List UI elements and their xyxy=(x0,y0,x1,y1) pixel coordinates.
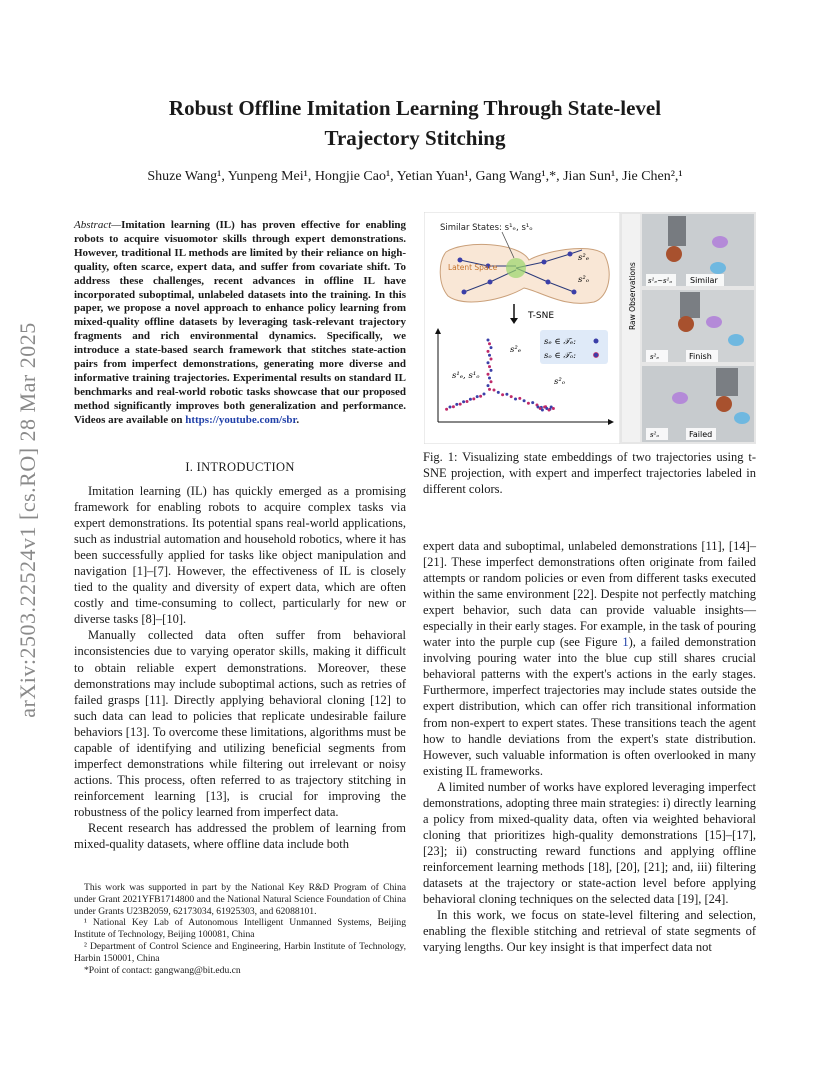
scatter-point xyxy=(490,358,493,361)
footnote-affil-2: ² Department of Control Science and Engineering, Harbin Institute of Technology, Harbin 150001, China xyxy=(74,940,406,964)
purple-cup-icon xyxy=(672,392,688,404)
blue-cup-icon xyxy=(710,262,726,274)
abstract-tail: . xyxy=(296,413,300,426)
blue-cup-icon xyxy=(728,334,744,346)
scatter-point xyxy=(523,399,526,402)
similar-states-label: Similar States: s¹ₑ, s¹ₒ xyxy=(440,223,533,233)
abstract-body: Imitation learning (IL) has proven effective for enabling robots to acquire visuomotor skills through expert demonstrations. However, traditional IL methods are limited by their reliance on high-quality, often scarce, expert data, and suffer from covariate shift. To address these challenges, recent advances in offline IL have incorporated suboptimal, unlabeled datasets into the training. In this paper, we propose a novel approach to enhance policy learning from mixed-quality offline datasets by leveraging task-relevant trajectory fragments and rich environmental dynamics. Specifically, we introduce a state-based search framework that stitches state-action pairs from imperfect demonstrations, generating more diverse and informative training trajectories. Experimental results on standard IL benchmarks and real-world robotic tasks showcase that our proposed method significantly improves both generalization and performance. Videos are available on xyxy=(74,219,406,426)
scatter-point xyxy=(490,369,493,372)
scatter-point xyxy=(472,397,475,400)
scatter-point xyxy=(552,407,555,410)
scatter-point xyxy=(514,398,517,401)
similar-state-node xyxy=(506,258,526,278)
panel-tag-failed: s²ₒ xyxy=(650,431,660,439)
right-column xyxy=(423,538,756,955)
paper-title xyxy=(100,93,730,153)
footnote-contact: *Point of contact: gangwang@bit.edu.cn xyxy=(84,964,241,976)
arxiv-stamp xyxy=(16,280,40,760)
teapot-icon xyxy=(678,316,694,332)
label-so2-top: s²ₒ xyxy=(578,275,590,285)
scatter-point xyxy=(490,346,493,349)
title-line-2: Trajectory Stitching xyxy=(324,126,506,150)
paragraph: In this work, we focus on state-level filtering and selection, enabling the flexible stitching and retrieval of state segments of varying lengths. Our key insight is that imperfect data not xyxy=(423,908,756,955)
scatter-point xyxy=(548,409,551,412)
label-s1: s¹ₑ, s¹ₒ xyxy=(452,371,480,381)
scatter-point xyxy=(497,391,500,394)
paragraph: Recent research has addressed the problem of learning from mixed-quality datasets, where offline data include both xyxy=(74,820,406,852)
paragraph xyxy=(423,538,756,779)
scatter-point xyxy=(483,393,486,396)
scatter-point xyxy=(459,403,462,406)
purple-cup-icon xyxy=(706,316,722,328)
paragraph: A limited number of works have explored leveraging imperfect demonstrations, adopting three main strategies: i) directly learning a policy from mixed-quality data, often via weighted behavioral cloning that prioritizes high-quality demonstrations [15]–[17], [23]; ii) constructing reward functions and applying offline reinforcement learning methods [18], [20], [21]; and, iii) filtering datasets at the trajectory or state-action level before applying behavioral cloning techniques on the selected data [19], [24]. xyxy=(423,779,756,907)
legend-expert: sₑ ∈ 𝒯ₑ: xyxy=(544,337,577,347)
panel-tag-finish: s²ₑ xyxy=(650,353,660,361)
scatter-point xyxy=(449,406,452,409)
scatter-point xyxy=(488,377,491,380)
figure-reference-link[interactable]: 1 xyxy=(622,635,629,650)
section-heading: I. INTRODUCTION xyxy=(185,460,295,474)
scatter-point xyxy=(527,402,530,405)
panel-label-failed: Failed xyxy=(689,430,713,439)
footnotes xyxy=(74,882,406,976)
scatter-point xyxy=(487,350,490,353)
figure-left-frame xyxy=(424,212,620,444)
footnote-funding: This work was supported in part by the National Key R&D Program of China under Grant 2021YFB1714800 and the National Natural Science Foundation of China under Grants U23B2059, 62173034, 61925303, and 62088101. xyxy=(74,882,406,917)
scatter-point xyxy=(541,409,544,412)
scatter-point xyxy=(505,393,508,396)
scatter-point xyxy=(476,395,479,398)
teapot-icon xyxy=(666,246,682,262)
robot-arm-icon xyxy=(668,216,686,246)
paragraph: Manually collected data often suffer from behavioral inconsistencies due to varying operator skills, making it difficult to obtain reliable expert demonstrations. Moreover, these demonstrations may include suboptimal actions, such as retries of failed grasps [11]. Directly applying behavioral cloning [12] to such data can lead to policies that replicate undesirable failure behaviors [13]. To overcome these limitations, algorithms must be capable of identifying and utilizing beneficial segments from imperfect demonstrations while filtering out irrelevant or noisy actions. This process, often referred to as trajectory stitching in reinforcement learning [13], is crucial for improving the robustness of the policy learned from imperfect data. xyxy=(74,628,406,819)
label-se2-top: s²ₑ xyxy=(578,253,590,263)
paragraph: Imitation learning (IL) has quickly emerged as a promising framework for enabling robots to acquire complex tasks via expert demonstrations. Its potential spans real-world applications, such as industrial automation and household robotics, where it has been successfully applied for tasks like object manipulation and navigation [1]–[7]. However, the effectiveness of IL is closely tied to the quality and diversity of expert data, which are often costly and time-consuming to collect, particularly for new or diverse tasks [8]–[10]. xyxy=(74,484,406,627)
scatter-point xyxy=(479,395,482,398)
scatter-point xyxy=(493,389,496,392)
figure-1 xyxy=(424,212,756,444)
scatter-point xyxy=(501,393,504,396)
legend-imperfect-dot xyxy=(594,353,599,358)
scatter-point xyxy=(469,398,472,401)
legend-expert-dot xyxy=(594,339,599,344)
scatter-point xyxy=(452,405,455,408)
paragraph-part: ), a failed demonstration involving pouring water into the blue cup still shares crucial behavioral patterns with the expert's actions in the early stages. Furthermore, imperfect trajectories may include states outside the expert distribution, which can offer rich transitional information from non-expert to expert states. These transitions teach the agent how to handle deviations from the expert's state distribution. However, such valuable information is often overlooked in many existing IL frameworks. xyxy=(423,635,756,778)
author-list: Shuze Wang¹, Yunpeng Mei¹, Hongjie Cao¹, Yetian Yuan¹, Gang Wang¹,*, Jian Sun¹, Jie Chen²,¹ xyxy=(147,169,683,184)
robot-arm-icon xyxy=(680,292,700,318)
scatter-point xyxy=(531,401,534,404)
scatter-point xyxy=(487,373,490,376)
panel-tag-similar: s¹ₑ~s¹ₒ xyxy=(648,277,673,285)
label-se2: s²ₑ xyxy=(510,345,522,355)
latent-space-label: Latent Space xyxy=(448,263,498,272)
paragraph-part: expert data and suboptimal, unlabeled demonstrations [11], [14]–[21]. These imperfect demonstrations often originate from failed attempts or random policies or even from different tasks executed within the same environment [22]. Despite not perfectly matching expert behavior, such data can provide valuable insights—especially in their early stages. For example, in the task of pouring water into the purple cup (see Figure xyxy=(423,539,756,650)
scatter-point xyxy=(455,403,458,406)
panel-label-similar: Similar xyxy=(690,276,718,285)
scatter-point xyxy=(487,384,490,387)
panel-label-finish: Finish xyxy=(689,352,712,361)
scatter-point xyxy=(518,397,521,400)
scatter-point xyxy=(445,408,448,411)
tsne-label: T-SNE xyxy=(528,311,555,321)
scatter-point xyxy=(510,395,513,398)
abstract xyxy=(74,219,406,428)
scatter-point xyxy=(462,400,465,403)
scatter-point xyxy=(487,339,490,342)
left-column xyxy=(74,483,406,852)
scatter-point xyxy=(466,400,469,403)
legend-imperfect: sₒ ∈ 𝒯ₒ: xyxy=(544,351,576,361)
footnote-affil-1: ¹ National Key Lab of Autonomous Intelligent Unmanned Systems, Beijing Institute of Technology, Beijing 100081, China xyxy=(74,917,406,941)
label-so2: s²ₒ xyxy=(554,377,566,387)
scatter-point xyxy=(488,342,491,345)
scatter-point xyxy=(490,380,493,383)
abstract-lead: Abstract— xyxy=(74,219,122,231)
scatter-point xyxy=(488,354,491,357)
arxiv-id: arXiv:2503.22524v1 [cs.RO] 28 Mar 2025 xyxy=(15,322,40,718)
title-line-1: Robust Offline Imitation Learning Through State-level xyxy=(168,96,662,120)
raw-observations-label: Raw Observations xyxy=(628,262,637,330)
video-link[interactable]: https://youtube.com/sbr xyxy=(185,413,297,426)
figure-caption: Fig. 1: Visualizing state embeddings of two trajectories using t-SNE projection, with expert and imperfect trajectories labeled in different colors. xyxy=(423,450,756,496)
teapot-icon xyxy=(716,396,732,412)
scatter-point xyxy=(488,388,491,391)
scatter-point xyxy=(488,365,491,368)
figure-1-svg xyxy=(424,212,756,444)
robot-arm-icon xyxy=(716,368,738,396)
scatter-point xyxy=(487,361,490,364)
purple-cup-icon xyxy=(712,236,728,248)
blue-cup-icon xyxy=(734,412,750,424)
